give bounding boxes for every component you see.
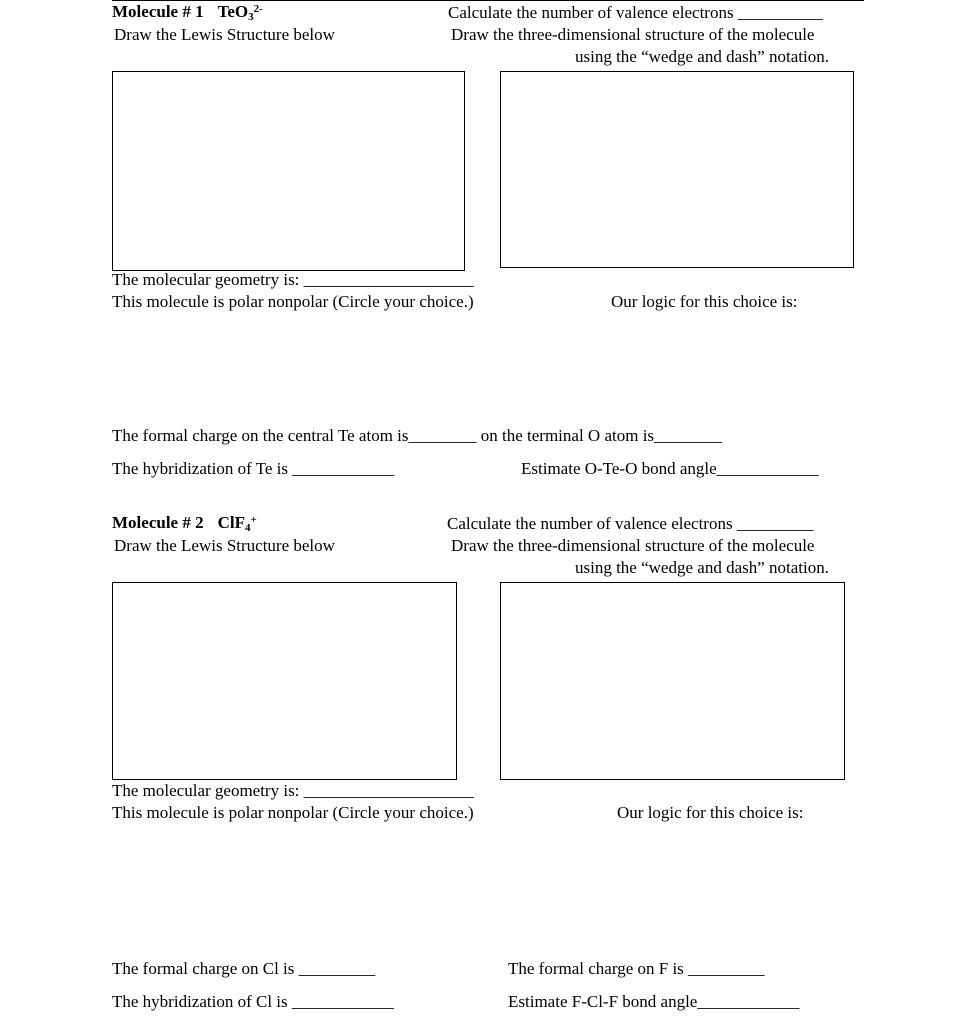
molecule-1-bond-angle-prompt: Estimate O-Te-O bond angle____________ [521,459,819,478]
molecule-1-threed-prompt-line2: using the “wedge and dash” notation. [575,47,829,66]
molecule-2-hybridization-prompt: The hybridization of Cl is ____________ [112,992,394,1011]
molecule-1-hybridization-prompt: The hybridization of Te is ____________ [112,459,395,478]
molecule-2-formal-charge-cl-prompt: The formal charge on Cl is _________ [112,959,376,978]
molecule-1-formal-charge-prompt: The formal charge on the central Te atom is________ on the terminal O atom is________ [112,426,723,445]
molecule-2-valence-prompt: Calculate the number of valence electrons _________ [447,514,814,533]
molecule-2-threed-prompt-line1: Draw the three-dimensional structure of the molecule [451,536,815,555]
molecule-2-formula: ClF$_4$+ [217,513,257,534]
molecule-1-polarity-prompt[interactable]: This molecule is polar nonpolar (Circle your choice.) [112,292,474,311]
molecule-1-3d-structure-box[interactable] [500,71,854,268]
top-horizontal-rule [112,0,864,1]
molecule-2-label: Molecule # 2 [112,513,204,532]
molecule-2-geometry-prompt: The molecular geometry is: ____________________ [112,781,474,800]
molecule-1-label: Molecule # 1 [112,2,204,21]
molecule-2-title [112,513,257,534]
molecule-2-bond-angle-prompt: Estimate F-Cl-F bond angle____________ [508,992,800,1011]
molecule-2-logic-prompt: Our logic for this choice is: [617,803,804,822]
molecule-1-valence-prompt: Calculate the number of valence electrons __________ [448,3,823,22]
molecule-2-threed-prompt-line2: using the “wedge and dash” notation. [575,558,829,577]
molecule-2-lewis-structure-box[interactable] [112,582,457,780]
molecule-2-3d-structure-box[interactable] [500,582,845,780]
molecule-1-title [112,2,263,23]
molecule-1-lewis-structure-box[interactable] [112,71,465,271]
molecule-1-formula: TeO$_3^{2-}$ [217,2,263,23]
molecule-1-geometry-prompt: The molecular geometry is: ____________________ [112,270,474,289]
molecule-1-lewis-prompt: Draw the Lewis Structure below [114,25,335,44]
molecule-1-threed-prompt-line1: Draw the three-dimensional structure of the molecule [451,25,815,44]
molecule-2-polarity-prompt[interactable]: This molecule is polar nonpolar (Circle your choice.) [112,803,474,822]
molecule-1-logic-prompt: Our logic for this choice is: [611,292,798,311]
molecule-2-lewis-prompt: Draw the Lewis Structure below [114,536,335,555]
molecule-2-formal-charge-f-prompt: The formal charge on F is _________ [508,959,765,978]
